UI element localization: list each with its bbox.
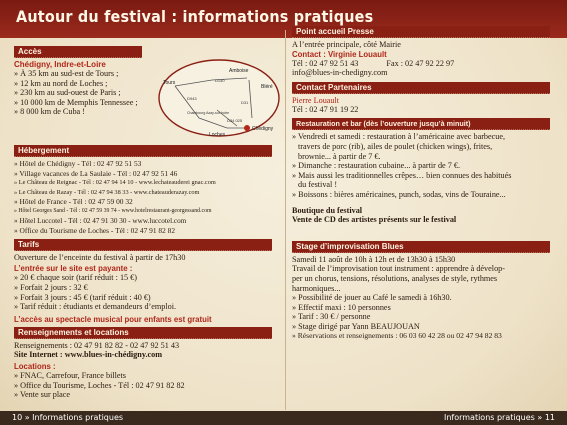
acces-line: » À 35 km au sud-est de Tours ; xyxy=(14,69,119,78)
hebergement-section xyxy=(14,145,280,236)
restauration-line: » Dimanche : restauration cubaine... à partir de 7 €. xyxy=(292,161,461,171)
partenaires-tel: Tél : 02 47 91 19 22 xyxy=(292,104,359,114)
acces-line: » 230 km au sud-ouest de Paris ; xyxy=(14,88,121,98)
acces-place: Chédigny, Indre-et-Loire xyxy=(14,60,106,69)
footer-bar xyxy=(0,411,567,425)
renseignements-site: Site Internet : www.blues-in-chédigny.com xyxy=(14,350,163,360)
footer-right: Informations pratiques » 11 xyxy=(443,413,555,422)
tarifs-line: » 20 € chaque soir (tarif réduit : 15 €) xyxy=(14,273,138,283)
stage-line: » Tarif : 30 € / personne xyxy=(292,312,371,322)
access-map xyxy=(157,58,281,140)
tarifs-paying: L’entrée sur le site est payante : xyxy=(14,264,133,274)
acces-heading: Accès xyxy=(14,46,142,58)
map-label-amboise: Amboise xyxy=(229,68,249,74)
partenaires-name: Pierre Louault xyxy=(292,95,340,105)
right-column xyxy=(292,26,554,344)
map-label-d25: D34 025 xyxy=(227,118,243,123)
presse-tel: Tél : 02 47 92 51 43 xyxy=(292,58,359,68)
stage-desc: Travail de l’improvisation tout instrument : apprendre à dévelop- xyxy=(292,264,505,274)
presse-contact: Contact : Virginie Louault xyxy=(292,49,387,59)
map-label-blere: Bléré xyxy=(261,84,273,90)
hebergement-line: » Le Château de Razay - Tél : 02 47 94 38 33 - www.chateauderazay.com xyxy=(14,188,200,196)
stage-line: » Réservations et renseignements : 06 03 60 42 28 ou 02 47 94 82 83 xyxy=(292,331,502,341)
tarifs-free: L’accès au spectacle musical pour enfants est gratuit xyxy=(14,314,212,324)
hebergement-line: » Office du Tourisme de Loches - Tél : 02 47 91 82 82 xyxy=(14,226,176,236)
presse-section xyxy=(292,26,554,78)
footer-left: 10 » Informations pratiques xyxy=(12,413,124,422)
stage-line: » Stage dirigé par Yann BEAUJOUAN xyxy=(292,321,420,331)
restauration-section xyxy=(292,118,554,224)
presse-heading: Point accueil Presse xyxy=(292,26,550,38)
hebergement-line: » Hôtel de France - Tél : 02 47 59 00 32 xyxy=(14,197,133,207)
hebergement-line: » Hôtel Georges Sand - Tél : 02 47 59 39 74 - www.hotelrestaurant-georgessand.com xyxy=(14,207,212,214)
presse-line1: A l’entrée principale, côté Mairie xyxy=(292,40,401,49)
column-divider xyxy=(285,30,286,410)
map-label-d943: D943 xyxy=(187,96,197,101)
map-label-tours: Tours xyxy=(163,80,176,86)
renseignements-line: » Vente sur place xyxy=(14,390,71,400)
map-label-d31: D31 xyxy=(241,100,249,105)
acces-line: » 8 000 km de Cuba ! xyxy=(14,107,85,117)
renseignements-line: » FNAC, Carrefour, France billets xyxy=(14,370,126,380)
renseignements-section xyxy=(14,327,280,400)
stage-desc: per un chorus, tensions, résolutions, analyses de style, rythmes xyxy=(292,273,498,283)
tarifs-line: » Forfait 2 jours : 32 € xyxy=(14,282,88,292)
presse-mail[interactable]: info@blues-in-chedigny.com xyxy=(292,68,388,78)
stage-line1: Samedi 11 août de 10h à 12h et de 13h30 à 15h30 xyxy=(292,254,456,264)
map-label-chedigny: Chédigny xyxy=(252,126,274,132)
renseignements-locations: Locations : xyxy=(14,361,56,371)
stage-section xyxy=(292,241,554,341)
partenaires-heading: Contact Partenaires xyxy=(292,82,550,94)
map-label-loches: Loches xyxy=(209,132,226,138)
restauration-line: » Mais aussi les traditionnelles crêpes… bien connues des habitués xyxy=(292,170,512,180)
restauration-cd: Vente de CD des artistes présents sur le festival xyxy=(292,215,457,225)
hebergement-line: » Hôtel de Chédigny - Tél : 02 47 92 51 53 xyxy=(14,159,142,168)
hebergement-heading: Hébergement xyxy=(14,145,272,157)
restauration-line: brownie... à partir de 7 €. xyxy=(298,151,381,161)
stage-heading: Stage d’improvisation Blues xyxy=(292,241,550,253)
left-column xyxy=(14,30,280,403)
restauration-line: du festival ! xyxy=(298,180,338,190)
tarifs-line: » Tarif réduit : étudiants et demandeurs d’emploi. xyxy=(14,302,177,312)
presse-fax: Fax : 02 47 92 22 97 xyxy=(386,58,455,68)
restauration-boutique: Boutique du festival xyxy=(292,205,363,215)
acces-line: » 10 000 km de Memphis Tennessee ; xyxy=(14,97,138,107)
renseignements-heading: Renseignements et locations xyxy=(14,327,272,339)
page-title: Autour du festival : informations pratiques xyxy=(16,7,374,26)
hebergement-line: » Village vacances de La Saulaie - Tél : 02 47 92 51 46 xyxy=(14,168,178,178)
tarifs-section xyxy=(14,239,280,324)
tarifs-opening: Ouverture de l’enceinte du festival à partir de 17h30 xyxy=(14,252,186,262)
acces-line: » 12 km au nord de Loches ; xyxy=(14,78,108,88)
map-label-d140: D140 xyxy=(215,78,225,83)
restauration-line: » Vendredi et samedi : restauration à l’américaine avec barbecue, xyxy=(292,132,506,142)
restauration-heading: Restauration et bar (dès l’ouverture jusqu’à minuit) xyxy=(292,118,550,130)
renseignements-line: » Office du Tourisme, Loches - Tél : 02 47 91 82 82 xyxy=(14,380,185,390)
partenaires-section xyxy=(292,82,554,115)
stage-desc: harmoniques... xyxy=(292,283,341,293)
tarifs-line: » Forfait 3 jours : 45 € (tarif réduit : 40 €) xyxy=(14,292,151,302)
stage-line: » Possibilité de jouer au Café le samedi à 16h30. xyxy=(292,293,452,303)
stage-line: » Effectif maxi : 10 personnes xyxy=(292,302,391,312)
hebergement-line: » Le Château de Reignac - Tél : 02 47 94 14 10 - www.lechateauderei gnac.com xyxy=(14,179,216,187)
map-label-chambourg: Chambourg Azay-sur-Indre xyxy=(187,111,230,115)
presse-tel-line xyxy=(292,59,554,69)
tarifs-heading: Tarifs xyxy=(14,239,272,251)
restauration-line: travers de porc (rib), ailes de poulet (chicken wings), frites, xyxy=(298,141,493,151)
hebergement-line: » Hôtel Luccotel - Tél : 02 47 91 30 30 - www.luccotel.com xyxy=(14,216,187,225)
acces-section xyxy=(14,46,280,142)
renseignements-tel: Renseignements : 02 47 91 82 82 - 02 47 92 51 43 xyxy=(14,340,180,350)
restauration-line: » Boissons : bières américaines, punch, sodas, vins de Touraine... xyxy=(292,189,506,199)
